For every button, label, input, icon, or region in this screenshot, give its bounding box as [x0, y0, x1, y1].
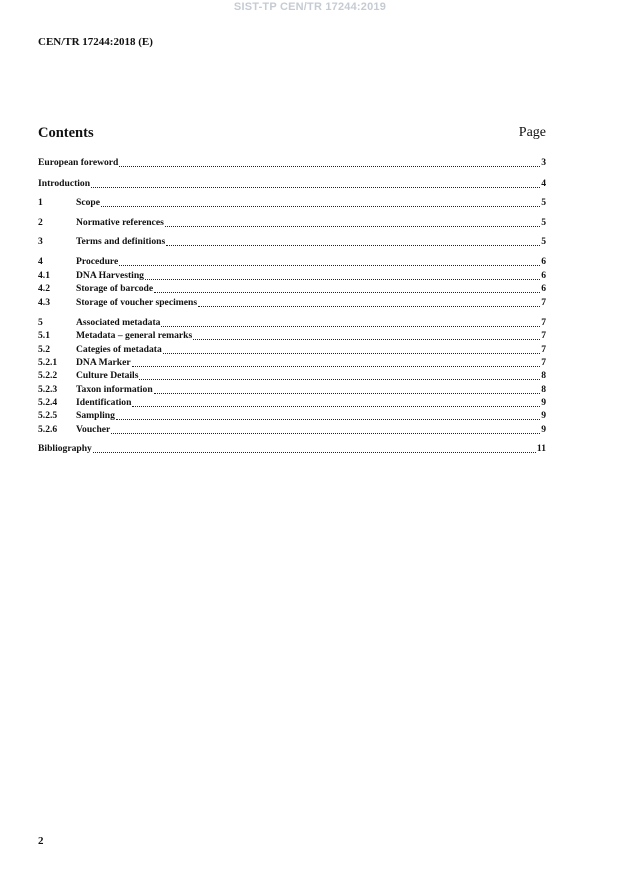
toc-entry[interactable] — [38, 397, 546, 409]
contents-title: Contents — [38, 125, 94, 141]
toc-page-number: 6 — [541, 270, 546, 281]
toc-dot-leader — [91, 186, 540, 188]
toc-entry[interactable] — [38, 197, 546, 209]
watermark: SIST-TP CEN/TR 17244:2019 — [233, 1, 387, 13]
toc-dot-leader — [166, 244, 540, 246]
toc-section-number: 2 — [38, 217, 43, 228]
contents-heading — [38, 124, 546, 142]
toc-page-number: 7 — [541, 344, 546, 355]
toc-entry[interactable] — [38, 384, 546, 396]
toc-section-number: 4.3 — [38, 297, 50, 308]
toc-entry[interactable] — [38, 236, 546, 248]
toc-entry[interactable] — [38, 410, 546, 422]
toc-section-number: 5.2.2 — [38, 370, 58, 381]
toc-section-number: 4 — [38, 256, 43, 267]
toc-entry[interactable] — [38, 283, 546, 295]
page-column-label: Page — [518, 125, 546, 140]
toc-entry-title: Associated metadata — [76, 317, 161, 328]
toc-dot-leader — [132, 365, 541, 367]
toc-dot-leader — [132, 405, 540, 407]
toc-dot-leader — [165, 225, 540, 227]
toc-dot-leader — [161, 325, 540, 327]
toc-page-number: 5 — [541, 197, 546, 208]
toc-section-number: 5.2.1 — [38, 357, 58, 368]
toc-page-number: 5 — [541, 236, 546, 247]
toc-page-number: 5 — [541, 217, 546, 228]
toc-entry-title: DNA Harvesting — [76, 270, 144, 281]
toc-dot-leader — [193, 338, 540, 340]
page-number: 2 — [38, 835, 44, 847]
toc-dot-leader — [145, 278, 540, 280]
toc-section-number: 5.2.6 — [38, 424, 58, 435]
toc-page-number: 6 — [541, 256, 546, 267]
toc-dot-leader — [163, 352, 540, 354]
toc-dot-leader — [154, 392, 541, 394]
toc-entry[interactable] — [38, 178, 546, 190]
toc-entry-title: Storage of voucher specimens — [76, 297, 198, 308]
toc-page-number: 8 — [541, 370, 546, 381]
toc-dot-leader — [139, 378, 540, 380]
toc-entry-title: Introduction — [38, 178, 91, 189]
toc-page-number: 4 — [541, 178, 546, 189]
toc-entry-title: Scope — [76, 197, 100, 208]
toc-dot-leader — [198, 305, 540, 307]
toc-dot-leader — [116, 418, 540, 420]
toc-page-number: 9 — [541, 410, 546, 421]
toc-page-number: 6 — [541, 283, 546, 294]
toc-section-number: 5.2.4 — [38, 397, 58, 408]
toc-dot-leader — [111, 432, 540, 434]
toc-section-number: 5.2.3 — [38, 384, 58, 395]
toc-page-number: 7 — [541, 357, 546, 368]
toc-entry-title: Taxon information — [76, 384, 153, 395]
toc-dot-leader — [154, 291, 540, 293]
toc-entry-title: Metadata – general remarks — [76, 330, 193, 341]
toc-entry[interactable] — [38, 297, 546, 309]
toc-entry[interactable] — [38, 424, 546, 436]
toc-section-number: 5 — [38, 317, 43, 328]
toc-entry[interactable] — [38, 157, 546, 169]
toc-entry[interactable] — [38, 256, 546, 268]
toc-page-number: 3 — [541, 157, 546, 168]
toc-section-number: 5.2.5 — [38, 410, 58, 421]
toc-entry-title: Categies of metadata — [76, 344, 162, 355]
toc-section-number: 5.2 — [38, 344, 50, 355]
toc-entry[interactable] — [38, 344, 546, 356]
document-id: CEN/TR 17244:2018 (E) — [38, 36, 153, 48]
toc-entry-title: Normative references — [76, 217, 164, 228]
toc-entry-title: Terms and definitions — [76, 236, 166, 247]
toc-entry[interactable] — [38, 330, 546, 342]
toc-page-number: 8 — [541, 384, 546, 395]
toc-entry[interactable] — [38, 217, 546, 229]
toc-entry-title: Storage of barcode — [76, 283, 154, 294]
toc-page-number: 7 — [541, 297, 546, 308]
toc-entry-title: Sampling — [76, 410, 115, 421]
toc-dot-leader — [93, 451, 536, 453]
toc-entry[interactable] — [38, 270, 546, 282]
toc-entry-title: European foreword — [38, 157, 119, 168]
toc-section-number: 4.1 — [38, 270, 50, 281]
toc-entry-title: Voucher — [76, 424, 111, 435]
toc-dot-leader — [101, 205, 540, 207]
toc-entry-title: Culture Details — [76, 370, 139, 381]
toc-entry[interactable] — [38, 357, 546, 369]
toc-entry-title: DNA Marker — [76, 357, 131, 368]
toc-section-number: 4.2 — [38, 283, 50, 294]
toc-page-number: 7 — [541, 317, 546, 328]
toc-section-number: 5.1 — [38, 330, 50, 341]
toc-entry[interactable] — [38, 317, 546, 329]
toc-section-number: 1 — [38, 197, 43, 208]
toc-entry[interactable] — [38, 443, 546, 455]
toc-page-number: 9 — [541, 397, 546, 408]
toc-entry-title: Identification — [76, 397, 132, 408]
toc-entry-title: Procedure — [76, 256, 119, 267]
toc-dot-leader — [119, 264, 540, 266]
toc-page-number: 7 — [541, 330, 546, 341]
toc-entry-title: Bibliography — [38, 443, 92, 454]
toc-page-number: 9 — [541, 424, 546, 435]
toc-entry[interactable] — [38, 370, 546, 382]
toc-section-number: 3 — [38, 236, 43, 247]
toc-dot-leader — [119, 165, 540, 167]
toc-page-number: 11 — [536, 443, 546, 454]
